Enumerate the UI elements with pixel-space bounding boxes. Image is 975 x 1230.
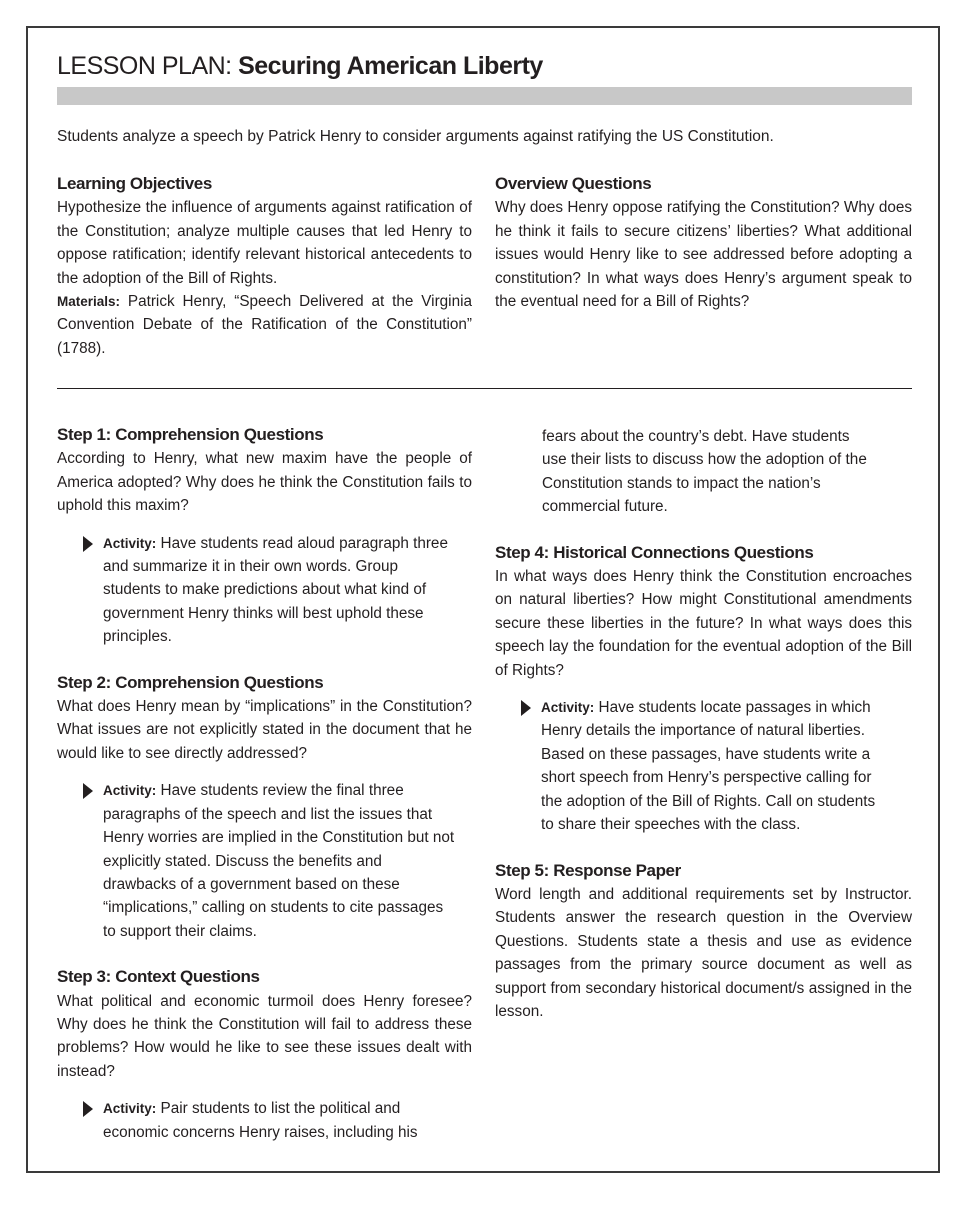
activity-bullet-icon xyxy=(83,1101,93,1117)
overview-heading: Overview Questions xyxy=(495,174,652,193)
objectives-heading: Learning Objectives xyxy=(57,174,212,193)
step3-activity xyxy=(57,1097,458,1144)
title-prefix: LESSON PLAN: xyxy=(57,52,239,80)
step1-section xyxy=(57,423,472,649)
objectives-text: Hypothesize the influence of arguments against ratification of the Constitution; analyze multiple causes that led Henry to oppose ratification; identify relevant historical antecedents to the adoption of the Bill of Rights. xyxy=(57,199,472,287)
overview-text: Why does Henry oppose ratifying the Constitution? Why does he think it fails to secure citizens’ liberties? What additional issues would Henry like to see addressed before adopting a constitution? In what ways does Henry’s argument speak to the eventual need for a Bill of Rights? xyxy=(495,199,912,311)
step4-section xyxy=(495,541,912,837)
steps-right-column xyxy=(495,425,912,1023)
step1-heading: Step 1: Comprehension Questions xyxy=(57,425,324,444)
step1-text: According to Henry, what new maxim have the people of America adopted? Why does he think the Constitution fails to uphold this maxim? xyxy=(57,450,472,515)
title-bar xyxy=(57,87,912,105)
activity-label: Activity: xyxy=(103,783,157,799)
step3-section xyxy=(57,965,472,1144)
step5-section xyxy=(495,859,912,1024)
step2-section xyxy=(57,671,472,943)
activity-bullet-icon xyxy=(83,783,93,799)
activity-label: Activity: xyxy=(103,535,157,551)
activity-label: Activity: xyxy=(103,1101,157,1117)
step2-activity-text: Have students review the final three paragraphs of the speech and list the issues that Henry worries are implied in the Constitution but not explicitly stated. Discuss the benefits and drawbacks of a government based on these “implications,” calling on students to cite passages to support their claims. xyxy=(103,782,455,940)
step1-activity xyxy=(57,532,458,649)
materials-label: Materials: xyxy=(57,294,121,310)
activity-bullet-icon xyxy=(521,700,531,716)
step1-activity-text: Have students read aloud paragraph three and summarize it in their own words. Group students to make predictions about what kind of government Henry thinks will best uphold these principles. xyxy=(103,534,448,646)
step4-heading: Step 4: Historical Connections Questions xyxy=(495,542,814,562)
step3-text: What political and economic turmoil does Henry foresee? Why does he think the Constitution will fail to address these problems? How would he like to see these issues dealt with instead? xyxy=(57,992,472,1080)
title-main: Securing American Liberty xyxy=(238,52,543,80)
steps-left-column xyxy=(57,423,472,1144)
step5-heading: Step 5: Response Paper xyxy=(495,860,681,880)
step4-activity xyxy=(495,696,891,836)
page-title xyxy=(57,52,543,81)
step3-activity-text: Pair students to list the political and economic concerns Henry raises, including his xyxy=(103,1100,418,1141)
objectives-section xyxy=(57,172,472,360)
activity-bullet-icon xyxy=(83,536,93,552)
step2-heading: Step 2: Comprehension Questions xyxy=(57,672,324,692)
step3-activity-continued: fears about the country’s debt. Have students use their lists to discuss how the adoption of the Constitution stands to impact the nation’s commercial future. xyxy=(542,428,867,516)
step2-activity xyxy=(57,779,458,943)
materials-paragraph xyxy=(57,290,472,360)
activity-label: Activity: xyxy=(541,700,595,716)
step5-text: Word length and additional requirements set by Instructor. Students answer the research question in the Overview Questions. Students state a thesis and use as evidence passages from the primary source document as well as support from secondary historical document/s assigned in the lesson. xyxy=(495,885,912,1020)
intro-text: Students analyze a speech by Patrick Henry to consider arguments against ratifying the US Constitution. xyxy=(57,128,774,145)
materials-text: Patrick Henry, “Speech Delivered at the Virginia Convention Debate of the Ratification of the Constitution” (1788). xyxy=(57,293,472,357)
overview-section xyxy=(495,172,912,313)
step4-activity-text: Have students locate passages in which Henry details the importance of natural liberties. Based on these passages, have students write a short speech from Henry’s perspective calling for the adoption of the Bill of Rights. Call on students to share their speeches with the class. xyxy=(541,699,876,834)
step3-heading: Step 3: Context Questions xyxy=(57,967,260,987)
step2-text: What does Henry mean by “implications” in the Constitution? What issues are not explicitly stated in the document that he would like to see directly addressed? xyxy=(57,698,472,762)
step4-text: In what ways does Henry think the Constitution encroaches on natural liberties? How might Constitutional amendments secure these liberties in the future? In what ways does this speech lay the foundation for the eventual adoption of the Bill of Rights? xyxy=(495,568,912,679)
section-divider xyxy=(57,388,912,389)
